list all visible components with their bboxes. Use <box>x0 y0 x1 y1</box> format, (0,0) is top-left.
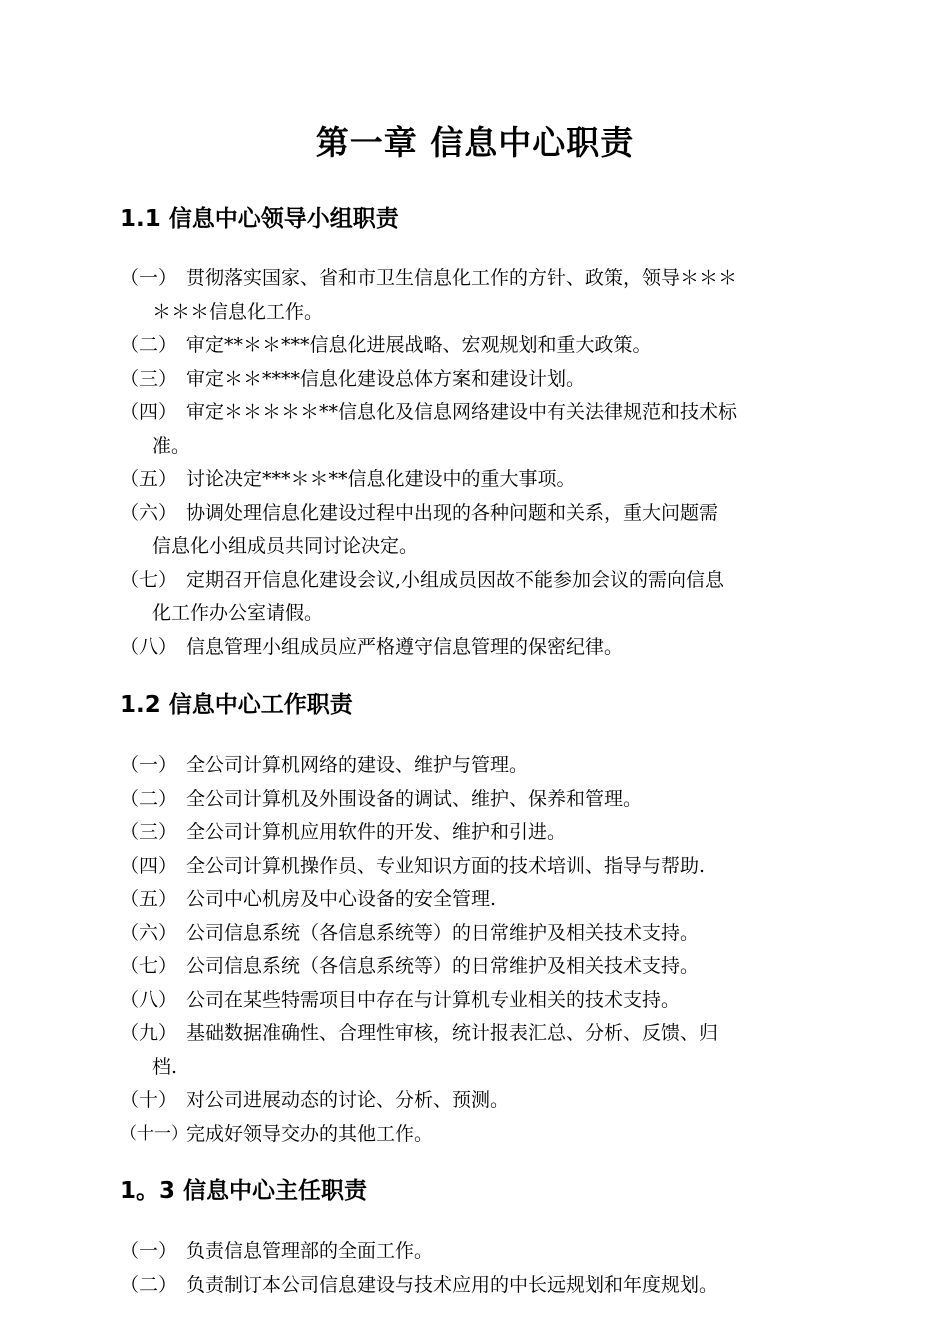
item-text: 公司信息系统（各信息系统等）的日常维护及相关技术支持。 <box>186 955 700 977</box>
list-item <box>120 1235 840 1269</box>
list-item <box>120 1269 840 1303</box>
list-item <box>120 783 840 817</box>
item-number: （一） <box>120 267 178 289</box>
list-item <box>120 564 840 631</box>
item-text: 审定**＊＊***信息化进展战略、宏观规划和重大政策。 <box>186 334 652 356</box>
item-text-continued: 信息化小组成员共同讨论决定。 <box>152 535 419 557</box>
item-text: 公司中心机房及中心设备的安全管理. <box>186 888 497 910</box>
item-text: 公司信息系统（各信息系统等）的日常维护及相关技术支持。 <box>186 921 700 944</box>
item-number: （九） <box>120 1022 178 1044</box>
item-number: （一） <box>120 1240 178 1262</box>
item-text: 完成好领导交办的其他工作。 <box>186 1122 434 1145</box>
list-item <box>120 363 840 397</box>
item-number: （七） <box>120 955 178 977</box>
item-number: （十） <box>120 1089 178 1111</box>
item-text: 信息管理小组成员应严格遵守信息管理的保密纪律。 <box>186 635 624 658</box>
item-text: 全公司计算机网络的建设、维护与管理。 <box>186 754 529 776</box>
item-text: 全公司计算机及外围设备的调试、维护、保养和管理。 <box>186 787 643 810</box>
item-text: 审定＊＊＊＊＊**信息化及信息网络建设中有关法律规范和技术标 <box>186 401 738 423</box>
item-number: （七） <box>120 568 178 591</box>
list-item <box>120 497 840 564</box>
item-text: 协调处理信息化建设过程中出现的各种问题和关系，重大问题需 <box>186 501 719 524</box>
list-item <box>120 950 840 984</box>
section-heading-1-2: 1.2 信息中心工作职责 <box>120 692 353 718</box>
item-number: （二） <box>120 1273 178 1296</box>
list-item <box>120 883 840 917</box>
item-number: （五） <box>120 468 178 490</box>
item-text: 基础数据准确性、合理性审核，统计报表汇总、分析、反馈、归 <box>186 1022 719 1044</box>
section-heading-1-3: 1。3 信息中心主任职责 <box>120 1178 368 1204</box>
list-item <box>120 463 840 497</box>
section-heading-1-1: 1.1 信息中心领导小组职责 <box>120 206 399 232</box>
item-number: （三） <box>120 367 178 390</box>
item-text: 公司在某些特需项目中存在与计算机专业相关的技术支持。 <box>186 988 681 1011</box>
list-item <box>120 262 840 329</box>
list-item <box>120 749 840 783</box>
section-1-3-list <box>120 1235 840 1302</box>
item-text: 审定＊＊****信息化建设总体方案和建设计划。 <box>186 367 586 390</box>
list-item <box>120 631 840 665</box>
item-number: （四） <box>120 401 178 423</box>
item-text: 贯彻落实国家、省和市卫生信息化工作的方针、政策，领导＊＊＊ <box>186 267 738 289</box>
item-number: （八） <box>120 988 178 1011</box>
item-text: 负责信息管理部的全面工作。 <box>186 1240 434 1262</box>
section-1-2-list <box>120 749 840 1151</box>
item-text: 讨论决定***＊＊**信息化建设中的重大事项。 <box>186 468 576 490</box>
item-number: （十一） <box>120 1123 188 1144</box>
list-item <box>120 1118 840 1152</box>
chapter-title: 第一章 信息中心职责 <box>315 123 635 162</box>
item-text: 全公司计算机操作员、专业知识方面的技术培训、指导与帮助. <box>186 854 706 877</box>
list-item <box>120 984 840 1018</box>
item-text-continued: 档. <box>152 1055 178 1078</box>
item-number: （二） <box>120 787 178 810</box>
item-number: （六） <box>120 921 178 944</box>
item-text-continued: ＊＊＊信息化工作。 <box>152 300 324 323</box>
list-item <box>120 1084 840 1118</box>
item-number: （一） <box>120 754 178 776</box>
list-item <box>120 816 840 850</box>
item-number: （四） <box>120 854 178 877</box>
list-item <box>120 917 840 951</box>
item-number: （二） <box>120 334 178 356</box>
list-item <box>120 1017 840 1084</box>
item-text: 定期召开信息化建设会议,小组成员因故不能参加会议的需向信息 <box>186 568 725 591</box>
item-number: （八） <box>120 635 178 658</box>
item-number: （三） <box>120 821 178 843</box>
section-1-1-list <box>120 262 840 664</box>
item-text-continued: 化工作办公室请假。 <box>152 602 324 624</box>
list-item <box>120 396 840 463</box>
item-number: （六） <box>120 501 178 524</box>
item-text-continued: 准。 <box>152 434 191 457</box>
list-item <box>120 850 840 884</box>
list-item <box>120 329 840 363</box>
item-number: （五） <box>120 888 178 910</box>
item-text: 负责制订本公司信息建设与技术应用的中长远规划和年度规划。 <box>186 1273 719 1296</box>
item-text: 全公司计算机应用软件的开发、维护和引进。 <box>186 821 567 843</box>
item-text: 对公司进展动态的讨论、分析、预测。 <box>186 1089 510 1111</box>
